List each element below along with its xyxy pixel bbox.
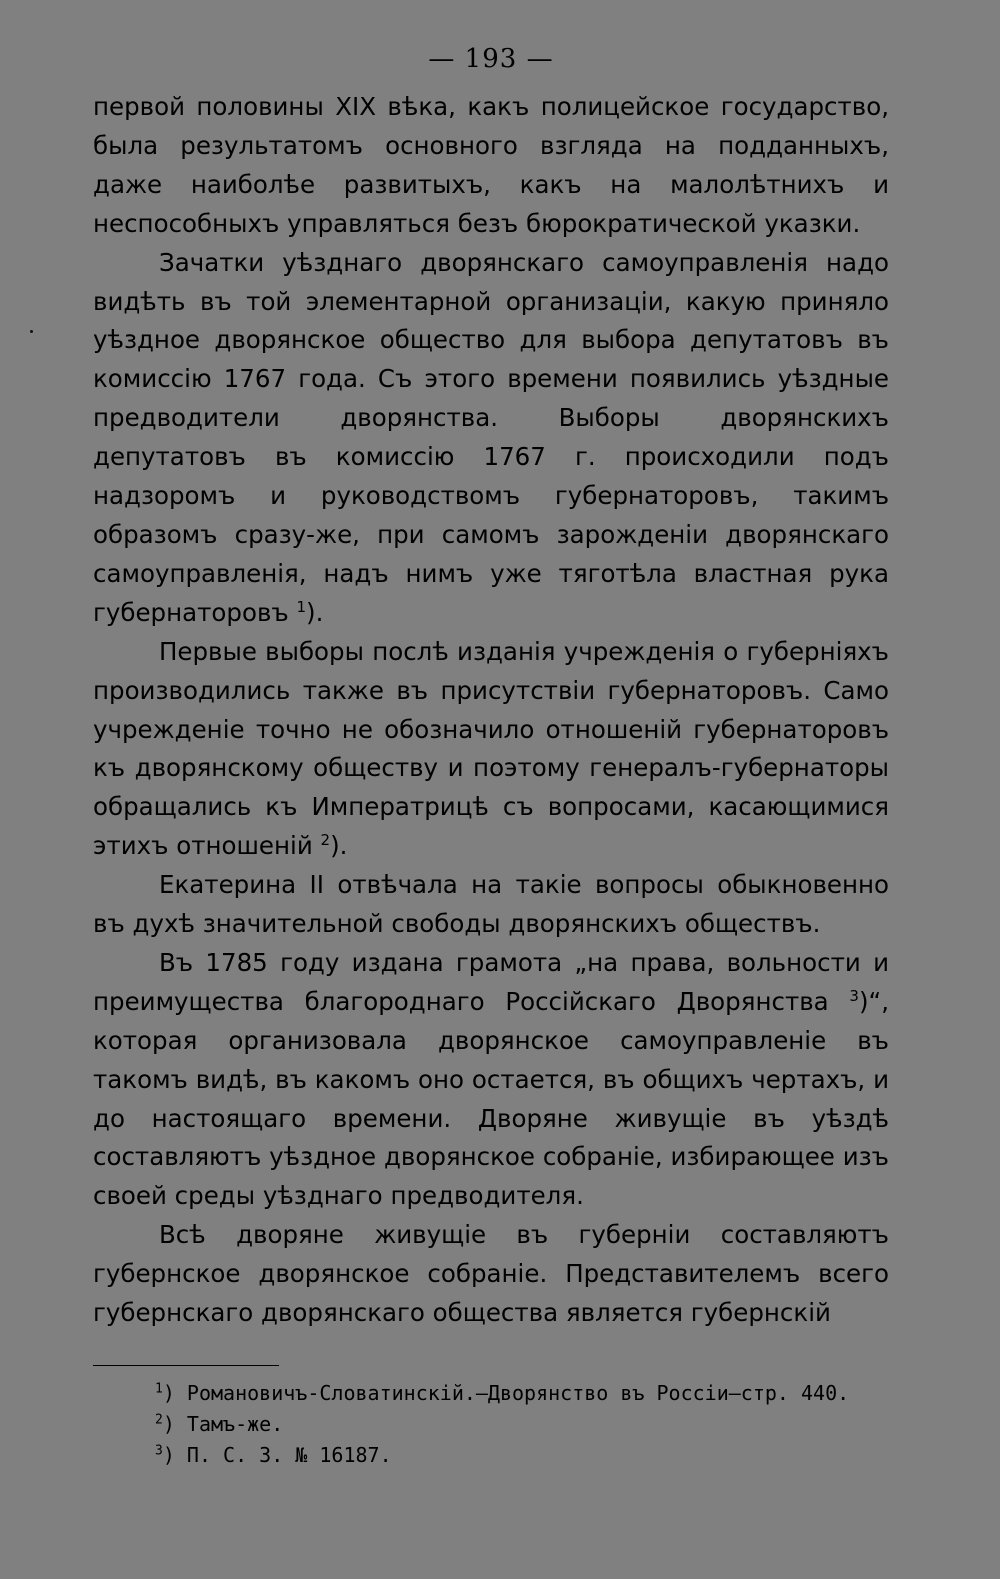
paragraph-text: первой половины XIX вѣка, какъ полицейское государство, была результатомъ основного взгляда на подданныхъ, даже наиболѣе развитыхъ, какъ на малолѣтнихъ и неспособныхъ управляться безъ бюрократической указки. <box>93 92 889 238</box>
stray-ink-mark <box>30 330 33 333</box>
footnote-1 <box>155 1378 885 1409</box>
paragraph-5 <box>93 944 889 1216</box>
book-page <box>93 44 889 1333</box>
footnote-3 <box>155 1440 885 1471</box>
footnote-ref-2[interactable]: 2 <box>320 831 331 850</box>
footnotes <box>155 1378 885 1471</box>
footnote-mark: 3 <box>155 1443 163 1459</box>
paragraph-text: Въ 1785 году издана грамота „на права, вольности и преимущества благороднаго Россійскаго Дворянства <box>93 947 889 1016</box>
footnote-mark: 1 <box>155 1381 163 1397</box>
paragraph-3 <box>93 633 889 866</box>
paragraph-text: Первые выборы послѣ изданія учрежденія о губерніяхъ производились также въ присутствіи губернаторовъ. Само учрежденіе точно не обозначило отношеній губернаторовъ къ дворянскому обществу и поэтому генералъ-губернаторы обращались къ Императрицѣ съ вопросами, касающимися этихъ отношеній <box>93 636 889 861</box>
paragraph-tail: )“, которая организовала дворянское самоуправленіе въ такомъ видѣ, въ какомъ оно остается, въ общихъ чертахъ, и до настоящаго времени. Дворяне живущіе въ уѣздѣ составляютъ уѣздное дворянское собраніе, избирающее изъ своей среды уѣзднаго предводителя. <box>93 986 889 1211</box>
footnote-text: ) Тамъ-же. <box>162 1412 284 1436</box>
paragraph-6 <box>93 1216 889 1333</box>
paragraph-4 <box>93 866 889 944</box>
footnote-text: ) П. С. 3. № 16187. <box>162 1443 392 1467</box>
main-text <box>93 88 889 1333</box>
footnote-ref-3[interactable]: 3 <box>849 986 859 1005</box>
footnote-text: ) Романовичъ-Словатинскій.—Дворянство въ Россіи—стр. 440. <box>162 1381 850 1405</box>
footnote-2 <box>155 1409 885 1440</box>
paragraph-text: Всѣ дворяне живущіе въ губерніи составляютъ губернское дворянское собраніе. Представителемъ всего губернскаго дворянскаго общества является губернскій <box>93 1220 889 1328</box>
paragraph-2 <box>93 244 889 633</box>
footnote-mark: 2 <box>155 1412 163 1428</box>
paragraph-text: Екатерина II отвѣчала на такіе вопросы обыкновенно въ духѣ значительной свободы дворянскихъ обществъ. <box>93 870 889 939</box>
footnote-ref-1[interactable]: 1 <box>296 597 307 616</box>
paragraph-tail: ). <box>330 831 348 861</box>
paragraph-text: Зачатки уѣзднаго дворянскаго самоуправленія надо видѣть въ той элементарной организаціи, какую приняло уѣздное дворянское общество для выбора депутатовъ въ комиссію 1767 года. Съ этого времени появились уѣздные предводители дворянства. Выборы дворянскихъ депутатовъ въ комиссію 1767 г. происходили подъ надзоромъ и руководствомъ губернаторовъ, такимъ образомъ сразу-же, при самомъ зарожденіи дворянскаго самоуправленія, надъ нимъ уже тяготѣла властная рука губернаторовъ <box>93 247 889 627</box>
page-number: — 193 — <box>428 44 554 74</box>
paragraph-1 <box>93 88 889 244</box>
footnote-divider <box>93 1365 279 1366</box>
paragraph-tail: ). <box>306 597 324 627</box>
